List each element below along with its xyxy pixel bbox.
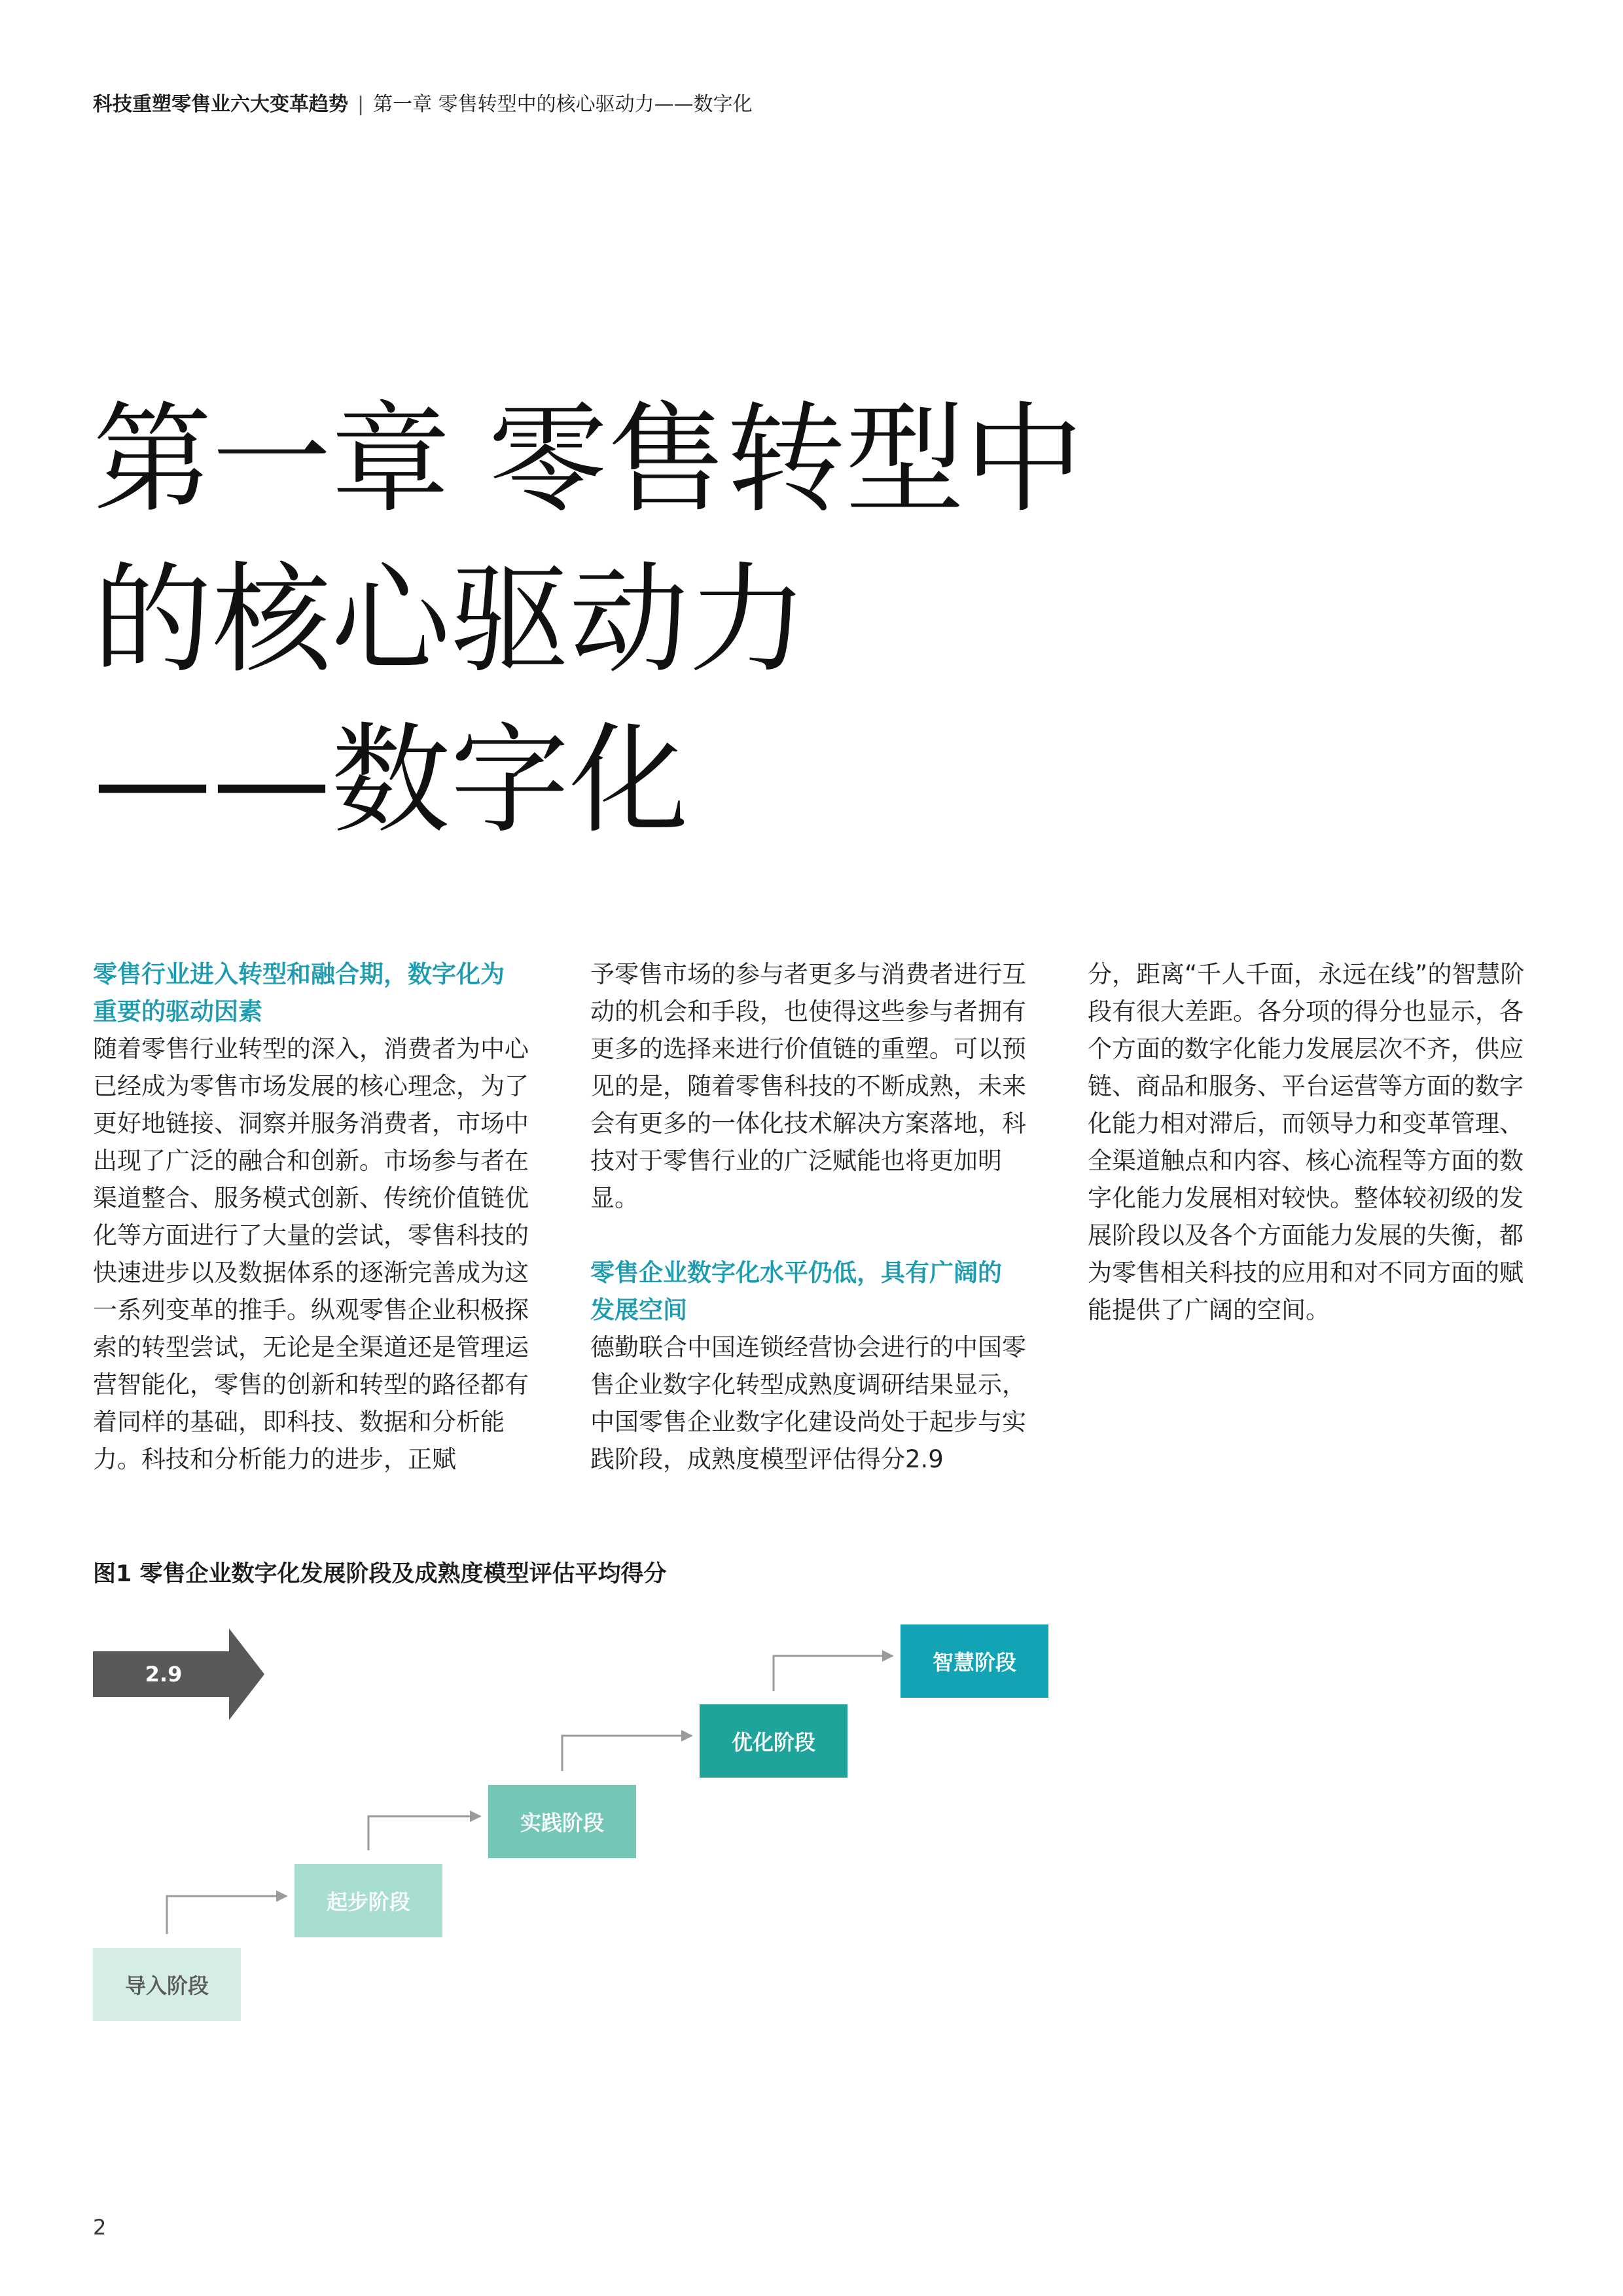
section2-heading-line-1: 零售企业数字化水平仍低，具有广阔的: [590, 1259, 1002, 1287]
chapter-title-line-2: 的核心驱动力: [93, 550, 808, 689]
connector-2-to-3: [368, 1816, 480, 1850]
section2-paragraph-continued: 分，距离“千人千面，永远在线”的智慧阶段有很大差距。各分项的得分也显示，各个方面的数字化能力发展层次不齐，供应链、商品和服务、平台运营等方面的数字化能力相对滞后，而领导力和变革管理、全渠道触点和内容、核心流程等方面的数字化能力发展相对较快。整体较初级的发展阶段以及各个方面能力发展的失衡，都为零售相关科技的应用和对不同方面的赋能提供了广阔的空间。: [1088, 960, 1525, 1324]
connector-4-to-5: [774, 1656, 893, 1691]
section1-heading-line-2: 重要的驱动因素: [93, 997, 262, 1026]
stage-1-box: 导入阶段: [93, 1948, 241, 2021]
page-number: 2: [93, 2215, 107, 2240]
report-title: 科技重塑零售业六大变革趋势: [93, 93, 348, 116]
header-separator: |: [357, 93, 365, 116]
score-value: 2.9: [145, 1662, 183, 1687]
figure-title: 图1 零售企业数字化发展阶段及成熟度模型评估平均得分: [93, 1561, 667, 1587]
header-chapter: 第一章 零售转型中的核心驱动力——数字化: [373, 93, 753, 116]
section1-paragraph-continued: 予零售市场的参与者更多与消费者进行互动的机会和手段，也使得这些参与者拥有更多的选择来进行价值链的重塑。可以预见的是，随着零售科技的不断成熟，未来会有更多的一体化技术解决方案落地，科技对于零售行业的广泛赋能也将更加明显。: [590, 960, 1026, 1212]
stage-4-box: 优化阶段: [700, 1704, 847, 1778]
section2-heading-line-2: 发展空间: [590, 1296, 687, 1324]
connector-3-to-4: [562, 1736, 692, 1771]
stage-3-box: 实践阶段: [488, 1785, 636, 1858]
chapter-title-line-3: ——数字化: [93, 710, 688, 850]
section2-paragraph: 德勤联合中国连锁经营协会进行的中国零售企业数字化转型成熟度调研结果显示，中国零售企业数字化建设尚处于起步与实践阶段，成熟度模型评估得分2.9: [590, 1333, 1026, 1473]
stage-2-box: 起步阶段: [294, 1864, 442, 1937]
section1-heading-line-1: 零售行业进入转型和融合期，数字化为: [93, 960, 505, 988]
stage-5-box: 智慧阶段: [901, 1624, 1048, 1698]
connector-1-to-2: [167, 1896, 287, 1934]
chapter-title-line-1: 第一章 零售转型中: [93, 389, 1084, 529]
section1-paragraph: 随着零售行业转型的深入，消费者为中心已经成为零售市场发展的核心理念，为了更好地链接、洞察并服务消费者，市场中出现了广泛的融合和创新。市场参与者在渠道整合、服务模式创新、传统价值链优化等方面进行了大量的尝试，零售科技的快速进步以及数据体系的逐渐完善成为这一系列变革的推手。纵观零售企业积极探索的转型尝试，无论是全渠道还是管理运营智能化，零售的创新和转型的路径都有着同样的基础，即科技、数据和分析能力。科技和分析能力的进步，正赋: [93, 1035, 529, 1473]
